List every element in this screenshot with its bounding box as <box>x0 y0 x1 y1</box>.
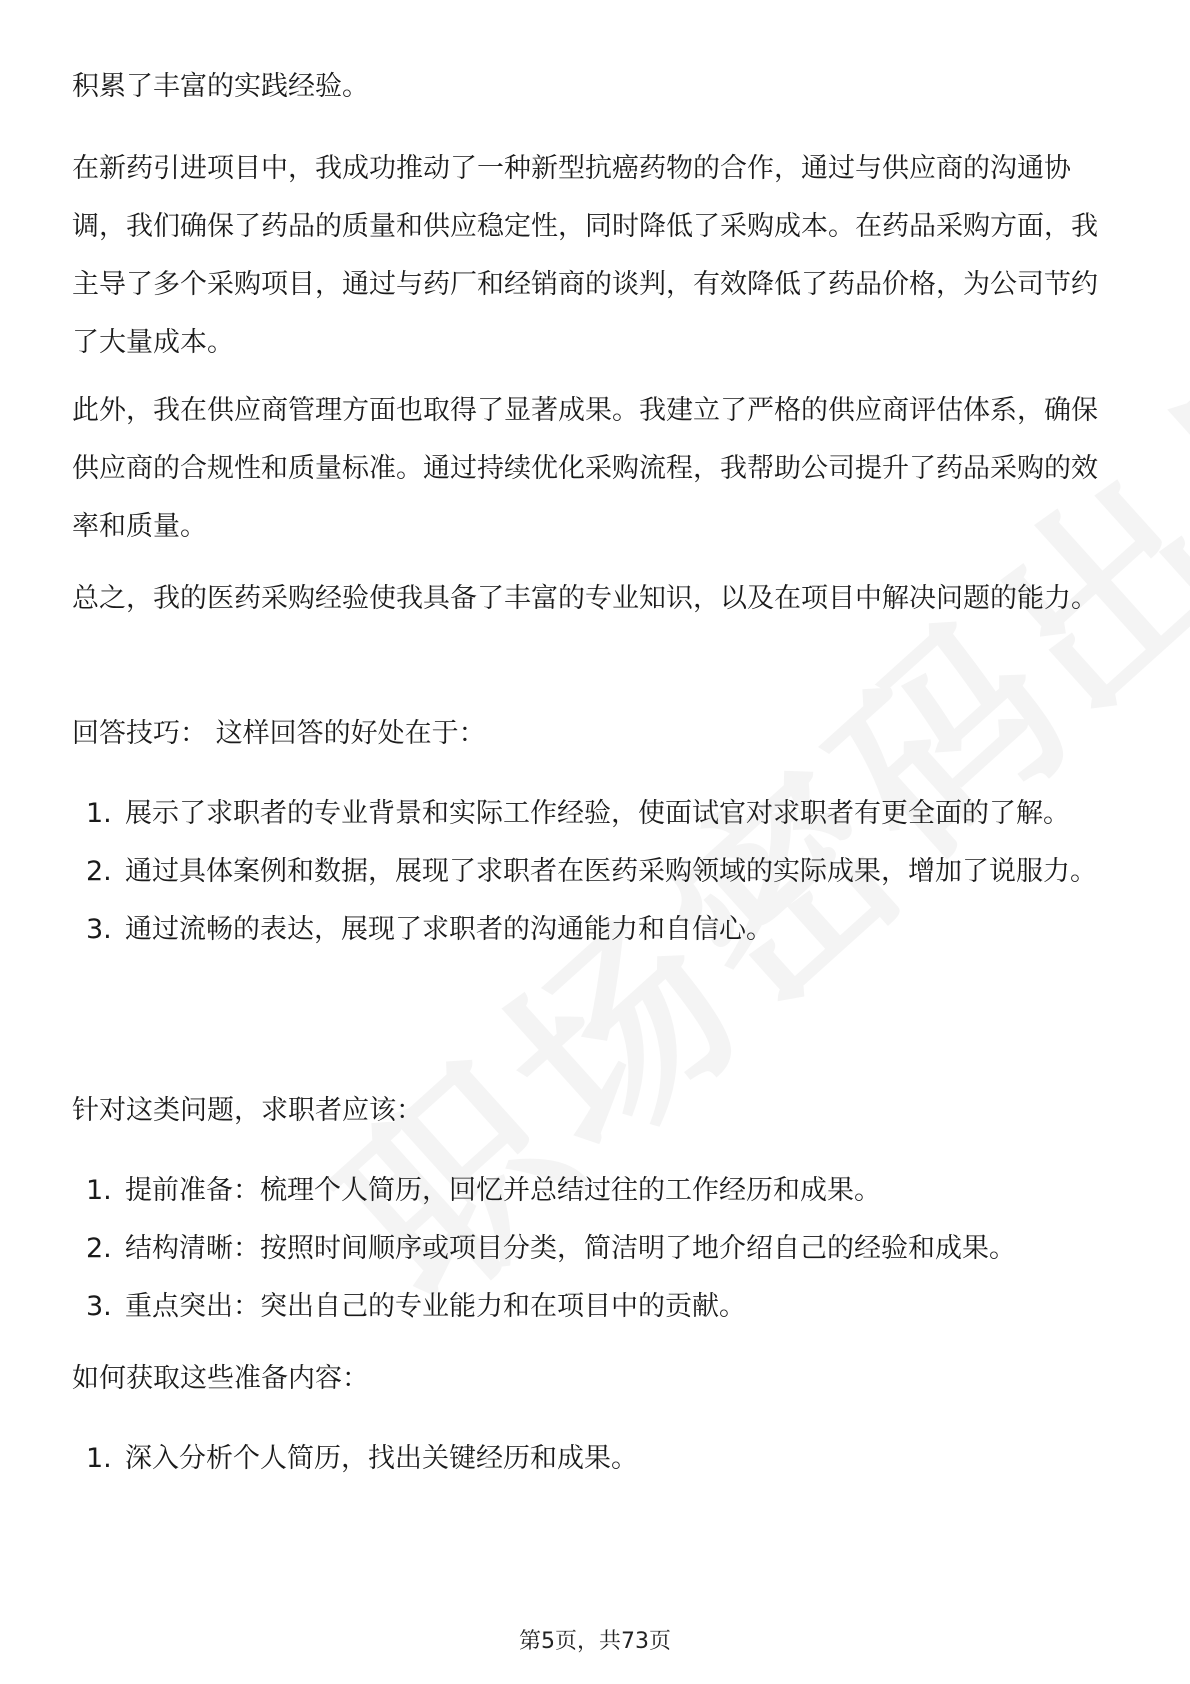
list-item <box>72 843 1122 901</box>
heading-text: 回答技巧： 这样回答的好处在于： <box>72 718 486 749</box>
list-number: 1. <box>86 798 112 829</box>
list-item <box>72 901 1122 959</box>
list-number: 2. <box>86 856 112 887</box>
list-number: 3. <box>86 914 112 945</box>
obtain-list <box>72 1430 1122 1488</box>
list-item <box>72 1162 1122 1220</box>
paragraph-supplier <box>72 382 1122 556</box>
list-number: 2. <box>86 1233 112 1264</box>
paragraph-text: 在新药引进项目中，我成功推动了一种新型抗癌药物的合作，通过与供应商的沟通协调，我们确保了药品的质量和供应稳定性，同时降低了采购成本。在药品采购方面，我主导了多个采购项目，通过与药厂和经销商的谈判，有效降低了药品价格，为公司节约了大量成本。 <box>72 153 1098 358</box>
paragraph-new-drug <box>72 140 1122 372</box>
paragraph-intro <box>72 58 1122 116</box>
list-number: 1. <box>86 1175 112 1206</box>
candidate-should-heading <box>72 1082 1122 1140</box>
prep-list <box>72 1162 1122 1336</box>
heading-text: 如何获取这些准备内容： <box>72 1363 369 1394</box>
list-item <box>72 1278 1122 1336</box>
list-number: 3. <box>86 1291 112 1322</box>
list-item-text: 通过流畅的表达，展现了求职者的沟通能力和自信心。 <box>125 914 773 945</box>
paragraph-summary <box>72 570 1122 628</box>
list-item-text: 重点突出：突出自己的专业能力和在项目中的贡献。 <box>125 1291 746 1322</box>
list-item <box>72 1430 1122 1488</box>
page-footer: 第5页，共73页 <box>519 1629 671 1654</box>
paragraph-text: 总之，我的医药采购经验使我具备了丰富的专业知识，以及在项目中解决问题的能力。 <box>72 583 1098 614</box>
paragraph-text: 此外，我在供应商管理方面也取得了显著成果。我建立了严格的供应商评估体系，确保供应商的合规性和质量标准。通过持续优化采购流程，我帮助公司提升了药品采购的效率和质量。 <box>72 395 1098 542</box>
tips-list <box>72 785 1122 959</box>
list-number: 1. <box>86 1443 112 1474</box>
list-item-text: 结构清晰：按照时间顺序或项目分类，简洁明了地介绍自己的经验和成果。 <box>125 1233 1016 1264</box>
list-item-text: 提前准备：梳理个人简历，回忆并总结过往的工作经历和成果。 <box>125 1175 881 1206</box>
list-item <box>72 785 1122 843</box>
answer-tips-heading <box>72 705 1122 763</box>
paragraph-text: 积累了丰富的实践经验。 <box>72 71 369 102</box>
list-item-text: 通过具体案例和数据，展现了求职者在医药采购领域的实际成果，增加了说服力。 <box>125 856 1097 887</box>
list-item-text: 展示了求职者的专业背景和实际工作经验，使面试官对求职者有更全面的了解。 <box>125 798 1070 829</box>
list-item <box>72 1220 1122 1278</box>
how-to-obtain-heading <box>72 1350 1122 1408</box>
heading-text: 针对这类问题，求职者应该： <box>72 1095 423 1126</box>
list-item-text: 深入分析个人简历，找出关键经历和成果。 <box>125 1443 638 1474</box>
